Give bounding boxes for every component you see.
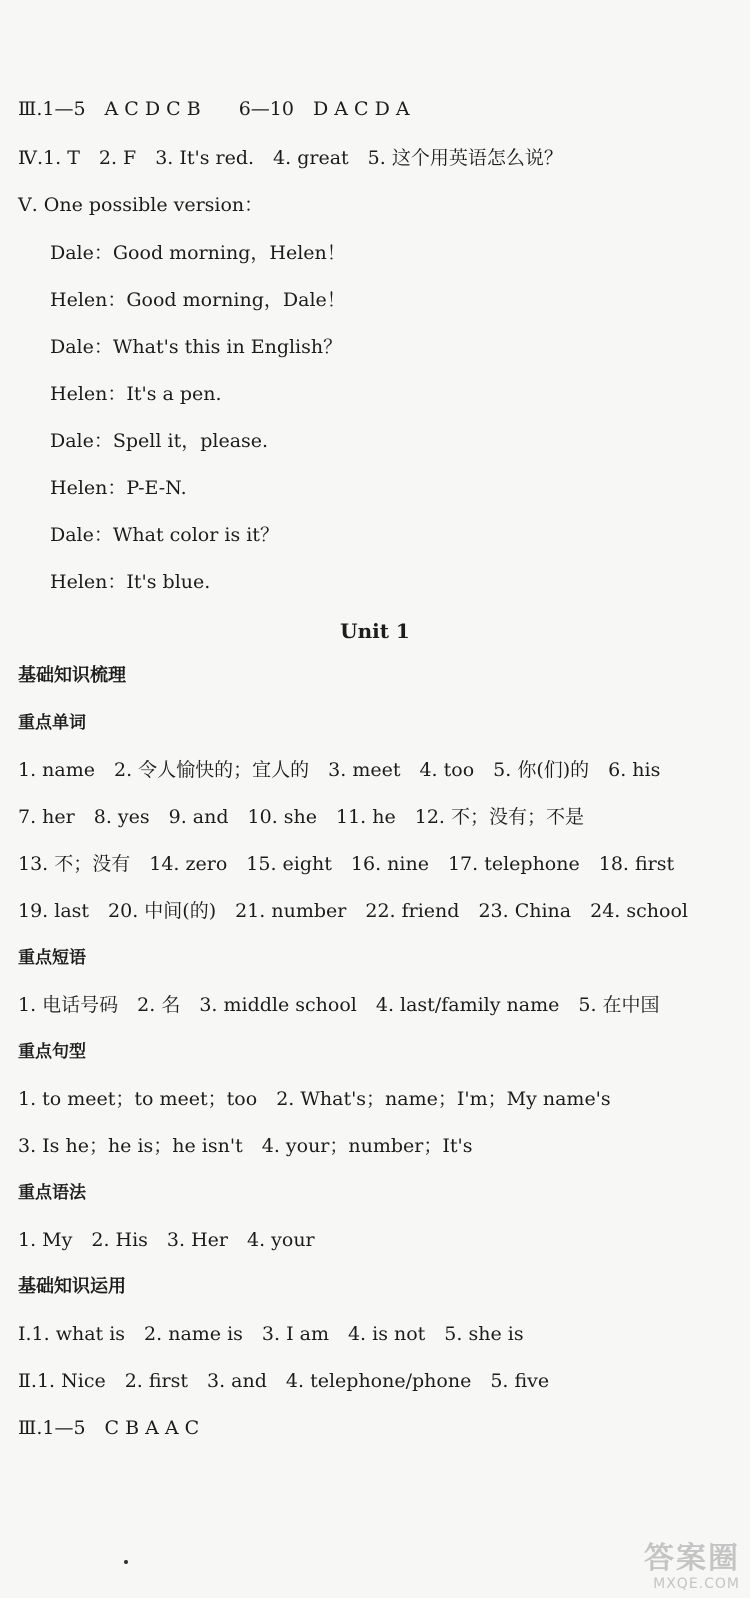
dialogue-line: Helen：Good morning，Dale！	[50, 289, 346, 311]
unit-title: Unit 1	[340, 619, 410, 643]
subheading-key-grammar: 重点语法	[18, 1183, 86, 1203]
key-phrases-line: 1. 电话号码 2. 名 3. middle school 4. last/family name 5. 在中国	[18, 994, 660, 1016]
watermark-url: MXQE.COM	[653, 1576, 740, 1592]
key-sentences-line: 3. Is he；he is；he isn't 4. your；number；It's	[18, 1135, 473, 1157]
dialogue-line: Helen：It's blue.	[50, 571, 211, 593]
key-words-line: 7. her 8. yes 9. and 10. she 11. he 12. 不；没有；不是	[18, 806, 585, 828]
dialogue-line: Dale：Good morning，Helen！	[50, 242, 346, 264]
watermark-logo: 答案圈	[644, 1541, 740, 1576]
application-line-iii: Ⅲ.1—5 C B A A C	[18, 1417, 200, 1439]
section-heading-basic-knowledge: 基础知识梳理	[18, 665, 126, 686]
answer-line-iii: Ⅲ.1—5 A C D C B 6—10 D A C D A	[18, 98, 410, 120]
dialogue-line: Dale：Spell it，please.	[50, 430, 269, 452]
dialogue-line: Dale：What's this in English？	[50, 336, 343, 358]
key-words-line: 19. last 20. 中间(的) 21. number 22. friend 23. China 24. school	[18, 900, 688, 922]
key-grammar-line: 1. My 2. His 3. Her 4. your	[18, 1229, 315, 1251]
key-words-line: 13. 不；没有 14. zero 15. eight 16. nine 17. telephone 18. first	[18, 853, 675, 875]
site-watermark	[644, 1542, 740, 1592]
subheading-key-words: 重点单词	[18, 713, 86, 733]
subheading-key-sentences: 重点句型	[18, 1042, 86, 1062]
answer-line-v: Ⅴ. One possible version：	[18, 194, 264, 216]
dialogue-line: Dale：What color is it？	[50, 524, 279, 546]
answer-line-iv: Ⅳ.1. T 2. F 3. It's red. 4. great 5. 这个用英语怎么说？	[18, 147, 563, 169]
dialogue-line: Helen：It's a pen.	[50, 383, 222, 405]
application-line-i: Ⅰ.1. what is 2. name is 3. I am 4. is not 5. she is	[18, 1323, 524, 1345]
stray-dot	[124, 1560, 128, 1564]
application-line-ii: Ⅱ.1. Nice 2. first 3. and 4. telephone/phone 5. five	[18, 1370, 550, 1392]
key-words-line: 1. name 2. 令人愉快的；宜人的 3. meet 4. too 5. 你(们)的 6. his	[18, 759, 661, 781]
section-heading-knowledge-application: 基础知识运用	[18, 1276, 126, 1297]
dialogue-line: Helen：P-E-N.	[50, 477, 187, 499]
subheading-key-phrases: 重点短语	[18, 948, 86, 968]
key-sentences-line: 1. to meet；to meet；too 2. What's；name；I'm；My name's	[18, 1088, 611, 1110]
